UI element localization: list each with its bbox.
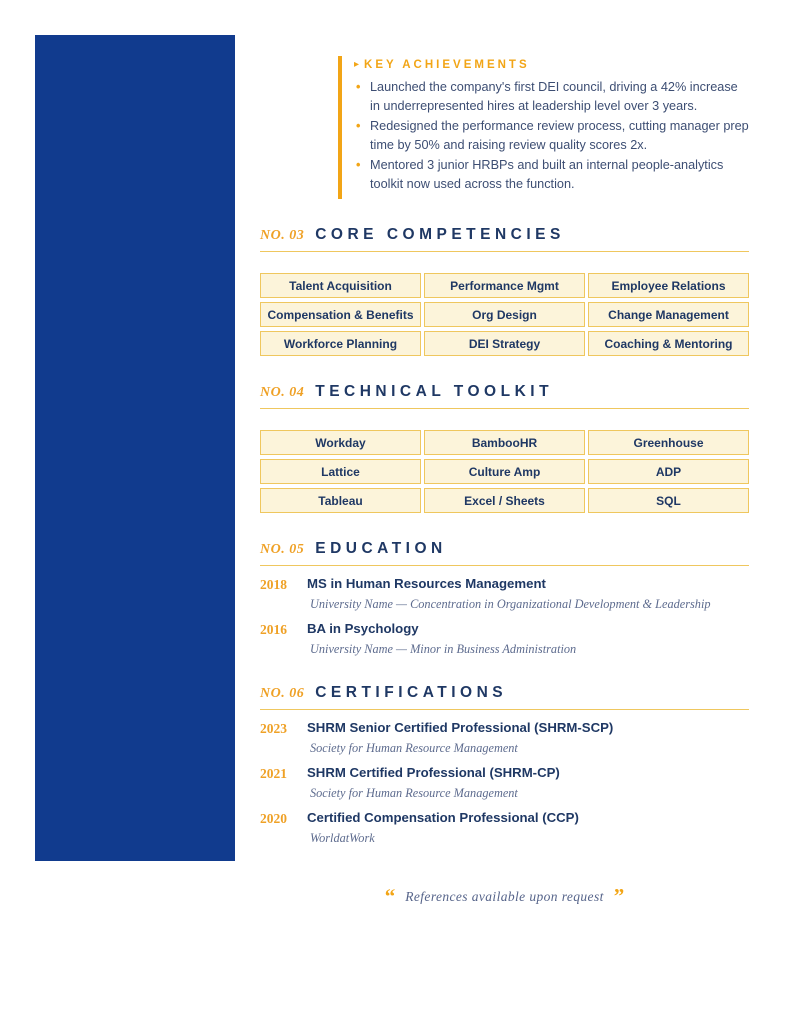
competency-cell: Change Management — [588, 302, 749, 327]
toolkit-cell: Culture Amp — [424, 459, 585, 484]
education-entry — [260, 576, 749, 612]
competency-grid — [260, 273, 749, 356]
certification-entry — [260, 765, 749, 801]
toolkit-cell: BambooHR — [424, 430, 585, 455]
key-achievements-header — [354, 59, 749, 71]
toolkit-cell: Tableau — [260, 488, 421, 513]
achievements-list — [354, 78, 749, 194]
certification-name: Certified Compensation Professional (CCP) — [307, 810, 579, 825]
content-column — [260, 56, 749, 909]
close-quote-icon: ” — [613, 884, 625, 908]
entry-year: 2021 — [260, 766, 287, 781]
references-quote — [260, 884, 749, 909]
competency-cell: DEI Strategy — [424, 331, 585, 356]
competency-cell: Employee Relations — [588, 273, 749, 298]
toolkit-cell: Lattice — [260, 459, 421, 484]
section-header — [260, 226, 749, 252]
toolkit-cell: SQL — [588, 488, 749, 513]
certification-entries — [260, 720, 749, 846]
toolkit-cell: Greenhouse — [588, 430, 749, 455]
open-quote-icon: “ — [384, 884, 396, 908]
section-header — [260, 684, 749, 710]
section-title: EDUCATION — [315, 540, 447, 557]
certification-entry — [260, 720, 749, 756]
certification-name: SHRM Senior Certified Professional (SHRM-SCP) — [307, 720, 614, 735]
competency-cell: Compensation & Benefits — [260, 302, 421, 327]
education-entry — [260, 621, 749, 657]
certifications-section — [260, 684, 749, 846]
certification-entry — [260, 810, 749, 846]
entry-year: 2020 — [260, 811, 287, 826]
toolkit-grid — [260, 430, 749, 513]
section-header — [260, 540, 749, 566]
degree-name: BA in Psychology — [307, 621, 419, 636]
toolkit-cell: Workday — [260, 430, 421, 455]
education-entries — [260, 576, 749, 657]
competency-cell: Workforce Planning — [260, 331, 421, 356]
section-number: NO. 03 — [260, 228, 305, 243]
section-title: CERTIFICATIONS — [315, 684, 508, 701]
achievement-item: • Redesigned the performance review process, cutting manager prep time by 50% and raising review quality scores 2x. — [354, 117, 749, 155]
arrow-right-icon: ▸ — [354, 59, 360, 70]
achievement-item: • Mentored 3 junior HRBPs and built an internal people-analytics toolkit now used across the function. — [354, 156, 749, 194]
competency-cell: Coaching & Mentoring — [588, 331, 749, 356]
education-section — [260, 540, 749, 657]
toolkit-cell: Excel / Sheets — [424, 488, 585, 513]
key-achievements-title: KEY ACHIEVEMENTS — [364, 59, 530, 71]
competency-cell: Performance Mgmt — [424, 273, 585, 298]
key-achievements-section — [338, 56, 749, 199]
section-title: TECHNICAL TOOLKIT — [315, 383, 554, 400]
competency-cell: Talent Acquisition — [260, 273, 421, 298]
core-competencies-section — [260, 226, 749, 356]
degree-detail: University Name — Minor in Business Administration — [310, 642, 577, 656]
degree-detail: University Name — Concentration in Organizational Development & Leadership — [310, 597, 711, 611]
section-header — [260, 383, 749, 409]
achievement-item: • Launched the company's first DEI council, driving a 42% increase in underrepresented hires at leadership level over 3 years. — [354, 78, 749, 116]
certification-org: Society for Human Resource Management — [310, 786, 518, 800]
section-number: NO. 05 — [260, 542, 305, 557]
competency-cell: Org Design — [424, 302, 585, 327]
entry-year: 2023 — [260, 721, 287, 736]
sidebar-panel — [35, 35, 235, 861]
toolkit-cell: ADP — [588, 459, 749, 484]
section-number: NO. 04 — [260, 385, 305, 400]
section-number: NO. 06 — [260, 686, 305, 701]
entry-year: 2016 — [260, 622, 287, 637]
entry-year: 2018 — [260, 577, 287, 592]
certification-org: Society for Human Resource Management — [310, 741, 518, 755]
technical-toolkit-section — [260, 383, 749, 513]
certification-name: SHRM Certified Professional (SHRM-CP) — [307, 765, 560, 780]
quote-text: References available upon request — [405, 889, 604, 904]
section-title: CORE COMPETENCIES — [315, 226, 565, 243]
degree-name: MS in Human Resources Management — [307, 576, 546, 591]
certification-org: WorldatWork — [310, 831, 375, 845]
